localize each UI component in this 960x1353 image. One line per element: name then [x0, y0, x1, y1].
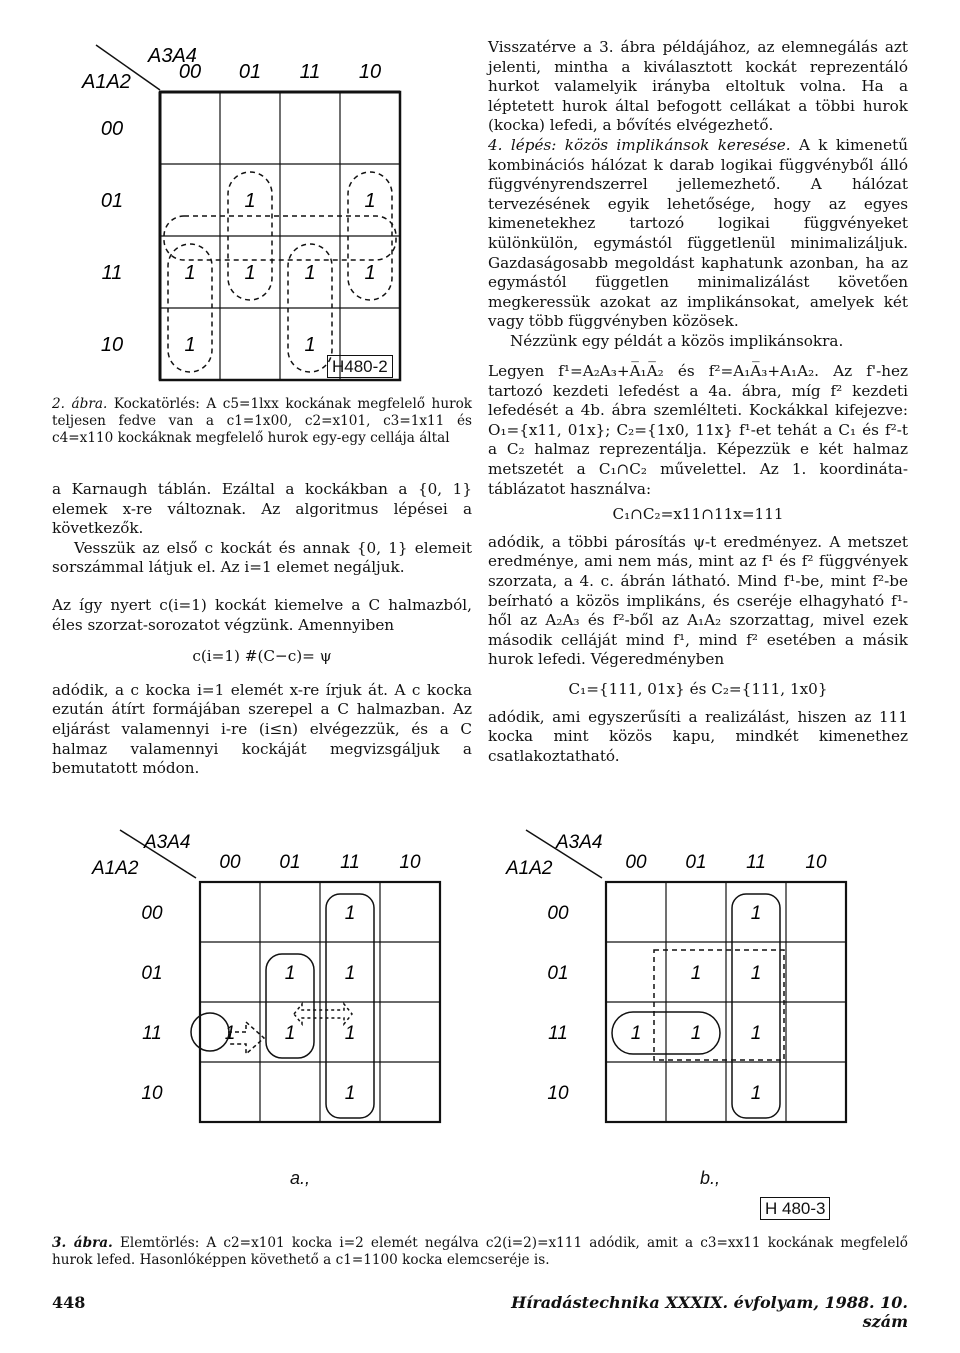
fig2-row-header: 11	[101, 262, 123, 284]
fig2-headers	[101, 61, 381, 356]
fig2-col-header: 01	[238, 61, 262, 83]
right-formula-2: C₁={111, 01x} és C₂={111, 1x0}	[568, 679, 828, 698]
figure-3-caption-text: Elemtörlés: A c2=x101 kocka i=2 elemét negálva c2(i=2)=x111 adódik, amit a c3=xx11 kockának megfelelő hurok lefed. Hasonlóképpen követhető a c1=1100 kocka elemcseréje is.	[52, 1235, 908, 1268]
fig3a-cell: 1	[344, 903, 356, 924]
fig3a-corner-left: A1A2	[92, 858, 139, 879]
fig3b-corner-left: A1A2	[506, 858, 553, 879]
fig3b-row-header: 01	[547, 963, 569, 984]
fig2-corner-left: A1A2	[82, 71, 131, 93]
fig3b-loop-square	[654, 950, 784, 1060]
fig2-cell: 1	[244, 190, 256, 212]
fig3a-cells	[225, 903, 356, 1104]
fig2-col-header: 11	[299, 61, 321, 83]
figure-3b-kmap	[494, 826, 854, 1136]
fig2-cell: 1	[304, 334, 316, 356]
fig3b-cell: 1	[630, 1023, 642, 1044]
fig3b-col-header: 11	[746, 852, 766, 873]
figure-2-caption-text: Kockatörlés: A c5=1lxx kockának megfelelő hurok teljesen fedve van a c1=1x00, c2=x101, c3=1x11 és c4=x110 kockáknak megfelelő hurok egy-egy cellája által	[52, 396, 472, 446]
fig3b-cells	[631, 903, 762, 1104]
right-column-top	[488, 38, 908, 352]
fig2-corner-top: A3A4	[148, 45, 197, 67]
right-formula-1: C₁∩C₂=x11∩11x=111	[612, 505, 784, 524]
fig2-cell: 1	[244, 262, 256, 284]
left-paragraph-3: Az így nyert c(i=1) kockát kiemelve a C halmazból, éles szorzat-sorozatot végzünk. Amennyiben	[52, 595, 472, 634]
right-paragraph-4: Legyen f¹=A₂A₃+A̅₁A̅₂ és f²=A₁A̅₃+A₁A₂. Az f'-hez tartozó kezdeti lefedést a 4a. ábra, míg f² kezdeti lefedését a 4b. ábra szemlélteti. Kockákkal kifejezve: O₁={x11, 01x}; C₂={1x0, 11x} f¹-et tehát a C₁ és f²-t a C₂ halmaz reprezentálja. Képezzük e két halmaz metszetét a C₁∩C₂ művelettel. Az 1. koordináta-táblázatot használva:	[488, 362, 908, 498]
right-paragraph-3: Nézzünk egy példát a közös implikánsokra.	[510, 331, 844, 350]
fig3b-cell: 1	[690, 1023, 702, 1044]
figure-3a-kmap	[88, 826, 448, 1136]
left-column	[52, 480, 472, 779]
fig3b-cell: 1	[750, 1083, 762, 1104]
fig3b-cell: 1	[750, 903, 762, 924]
fig3a-loop-circle	[191, 1013, 229, 1051]
fig3a-col-header: 10	[399, 852, 421, 873]
fig3a-cell: 1	[344, 963, 356, 984]
fig3b-row-header: 10	[547, 1083, 569, 1104]
fig3b-col-header: 10	[805, 852, 827, 873]
figure-2-kmap	[68, 40, 413, 385]
right-column-bottom	[488, 362, 908, 766]
left-paragraph-4: adódik, a c kocka i=1 elemét x-re írjuk át. A c kocka ezután átírt formájában szerepel a C halmazban. Az eljárást valamennyi i-re (i≤n) elvégezzük, és a C halmaz valamennyi kockáját megvizsgáljuk a bemutatott módon.	[52, 680, 472, 778]
fig3a-row-header: 10	[141, 1083, 163, 1104]
right-paragraph-2-wrap	[488, 136, 908, 332]
fig2-cell: 1	[304, 262, 316, 284]
fig3a-cell: 1	[284, 1023, 296, 1044]
fig3a-headers	[141, 852, 421, 1104]
left-formula: c(i=1) #(C−c)= ψ	[192, 647, 332, 666]
fig3b-headers	[547, 852, 827, 1104]
fig3a-row-header: 00	[141, 903, 163, 924]
fig2-cell: 1	[184, 334, 196, 356]
right-paragraph-6: adódik, ami egyszerűsíti a realizálást, hiszen az 111 kocka mint közös kapu, mindkét kimenethez csatlakoztatható.	[488, 707, 908, 765]
fig2-row-header: 10	[100, 334, 124, 356]
fig3a-col-header: 00	[219, 852, 241, 873]
figure-2-tag: H480-2	[327, 355, 393, 378]
fig3a-double-arrow	[294, 1004, 352, 1024]
fig3b-col-header: 00	[625, 852, 647, 873]
figure-3b-sublabel: b.,	[700, 1168, 721, 1188]
journal-name: Híradástechnika XXXIX. évfolyam, 1988. 10. szám	[511, 1293, 908, 1331]
fig3b-col-header: 01	[685, 852, 707, 873]
fig2-cell: 1	[184, 262, 196, 284]
figure-3a	[88, 826, 448, 1136]
fig3b-row-header: 00	[547, 903, 569, 924]
right-paragraph-2: A k kimenetű kombinációs hálózat k darab logikai függvényből álló függvényrendszerrel jellemezhető. A hálózat tervezésének egyik lehetősége, hogy az egyes kimenetekhez tartozó logikai függvényeket különkülön, egymástól függetlenül minimalizáljuk. Gazdaságosabb megoldást kaphatunk azonban, ha az egymástól független minimalizálást követően megkeressük azokat az implikánsokat, amelyek két vagy több függvényben közösek.	[488, 135, 909, 331]
step-4-heading: 4. lépés: közös implikánsok keresése.	[488, 135, 791, 154]
fig2-row-header: 01	[100, 190, 124, 212]
left-paragraph-1: a Karnaugh táblán. Ezáltal a kockákban a {0, 1} elemek x-re változnak. Az algoritmus lépései a következők.	[52, 480, 472, 538]
fig3a-cell: 1	[344, 1083, 356, 1104]
fig3b-row-header: 11	[548, 1023, 568, 1044]
figure-2	[68, 40, 413, 385]
figure-3b	[494, 826, 854, 1136]
left-paragraph-2: Vesszük az első c kockát és annak {0, 1} elemeit sorszámmal látjuk el. Az i=1 elemet negáljuk.	[52, 538, 472, 577]
fig3a-cell: 1	[284, 963, 296, 984]
fig3a-col-header: 01	[279, 852, 301, 873]
fig3a-col-header: 11	[340, 852, 360, 873]
fig2-col-header: 10	[358, 61, 382, 83]
fig3b-cell: 1	[750, 1023, 762, 1044]
figure-2-caption	[52, 396, 472, 447]
fig3a-corner-top: A3A4	[144, 832, 191, 853]
figure-3-tag: H 480-3	[760, 1197, 830, 1220]
fig3b-cell: 1	[690, 963, 702, 984]
page-number: 448	[52, 1293, 86, 1312]
fig3b-corner-top: A3A4	[556, 832, 603, 853]
right-paragraph-5: adódik, a többi párosítás ψ-t eredményez. A metszet eredménye, ami nem más, mint az f¹ és f² függvények szorzata, a 4. c. ábrán látható. Mind f¹-be, mint f²-be beírható a közös implikáns, és cseréje elhagyható f¹-hől az A₂A₃ és f²-ből az A₁A₂ szorzattag, mivel ezek második celláját mind f¹, mind f² esetében a másik hurok lefedi. Végeredményben	[488, 532, 908, 669]
figure-2-caption-label: 2. ábra.	[52, 396, 108, 412]
right-paragraph-1: Visszatérve a 3. ábra példájához, az elemnegálás azt jelenti, mintha a kiválasztott kockát reprezentáló hurkot valamelyik irányba eltoltuk volna. Ha a léptetett hurok által befogott cellákat a többi hurok (kocka) lefedi, a bővítés elvégezhető.	[488, 38, 908, 135]
figure-3a-sublabel: a.,	[290, 1168, 311, 1188]
journal-footer	[468, 1293, 908, 1331]
fig2-cell: 1	[364, 262, 376, 284]
figure-3-caption	[52, 1235, 908, 1269]
fig2-row-header: 00	[100, 118, 124, 140]
fig3a-cell: 1	[224, 1023, 236, 1044]
fig3a-row-header: 11	[142, 1023, 162, 1044]
fig3a-cell: 1	[344, 1023, 356, 1044]
fig3a-row-header: 01	[141, 963, 163, 984]
fig3b-cell: 1	[750, 963, 762, 984]
figure-3-caption-label: 3. ábra.	[52, 1235, 113, 1251]
fig2-cell: 1	[364, 190, 376, 212]
fig2-col-header: 00	[178, 61, 202, 83]
